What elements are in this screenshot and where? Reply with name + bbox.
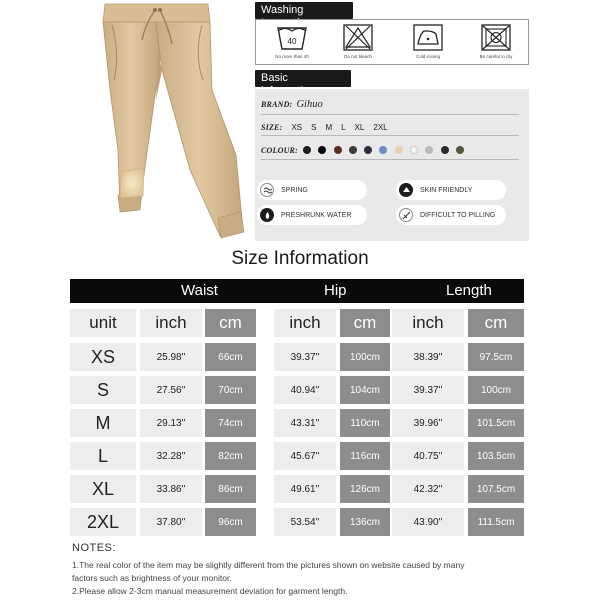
length-inch-cell: 40.75'': [392, 442, 464, 470]
table-column-header: [70, 279, 524, 303]
feature-badge: [257, 180, 367, 200]
length-cm-cell: 100cm: [468, 376, 524, 404]
preshrunk-water-icon: [260, 208, 274, 222]
colour-swatch: [441, 146, 449, 154]
colour-swatch: [334, 146, 342, 154]
table-row: [70, 343, 524, 371]
product-image: [60, 0, 250, 245]
size-cell: M: [70, 409, 136, 437]
skin-friendly-icon: [399, 183, 413, 197]
jogger-pants-illustration: [60, 0, 250, 245]
size-option: 2XL: [373, 122, 388, 132]
feature-label: SPRING: [281, 186, 308, 194]
hip-cm-cell: 126cm: [340, 475, 390, 503]
hip-inch-cell: 49.61'': [274, 475, 336, 503]
size-cell: L: [70, 442, 136, 470]
notes-section: [72, 542, 532, 598]
waist-cm-cell: 86cm: [205, 475, 256, 503]
size-row: [261, 119, 519, 136]
colour-swatch: [456, 146, 464, 154]
colour-swatch: [425, 146, 433, 154]
hip-cm-cell: 116cm: [340, 442, 390, 470]
length-cm-cell: 107.5cm: [468, 475, 524, 503]
note-line: factors such as brightness of your monitor.: [72, 573, 232, 583]
washing-instruction-title: Washing: [255, 2, 353, 19]
brand-label: BRAND:: [261, 100, 293, 109]
waist-inch-cell: 25.98'': [140, 343, 202, 371]
inch-label: inch: [392, 309, 464, 337]
hip-cm-cell: 136cm: [340, 508, 390, 536]
feature-badge: [257, 205, 367, 225]
hip-inch-cell: 43.31'': [274, 409, 336, 437]
colour-swatch: [379, 146, 387, 154]
colour-swatch: [318, 146, 326, 154]
size-cell: S: [70, 376, 136, 404]
notes-title: NOTES:: [72, 542, 116, 554]
note-line: 1.The real color of the item may be slightly different from the pictures shown on website caused by many: [72, 560, 465, 570]
wash-caption: Do not bleach: [344, 54, 372, 59]
size-label: SIZE:: [261, 122, 283, 132]
feature-label: SKIN FRIENDLY: [420, 186, 473, 194]
waist-inch-cell: 29.13'': [140, 409, 202, 437]
wash-caption: No more than 40: [275, 54, 309, 59]
size-cell: 2XL: [70, 508, 136, 536]
length-cm-cell: 97.5cm: [468, 343, 524, 371]
cm-label: cm: [340, 309, 390, 337]
size-information-title: Size Information: [231, 248, 369, 269]
size-option: L: [341, 122, 346, 132]
table-row: [70, 376, 524, 404]
basic-information-panel: [255, 89, 529, 241]
brand-value: Gihuo: [296, 99, 323, 110]
colour-swatch: [349, 146, 357, 154]
length-inch-cell: 43.90'': [392, 508, 464, 536]
size-option: XL: [354, 122, 365, 132]
spring-icon: [260, 183, 274, 197]
length-cm-cell: 101.5cm: [468, 409, 524, 437]
size-cell: XS: [70, 343, 136, 371]
wash-item: [466, 22, 526, 66]
cm-label: cm: [205, 309, 256, 337]
waist-inch-cell: 33.86'': [140, 475, 202, 503]
wash-40-icon: [275, 22, 309, 52]
waist-inch-cell: 27.56'': [140, 376, 202, 404]
waist-cm-cell: 74cm: [205, 409, 256, 437]
waist-inch-cell: 37.80'': [140, 508, 202, 536]
length-inch-cell: 39.37'': [392, 376, 464, 404]
length-cm-cell: 103.5cm: [468, 442, 524, 470]
length-inch-cell: 42.32'': [392, 475, 464, 503]
hip-cm-cell: 100cm: [340, 343, 390, 371]
colour-swatch: [410, 146, 418, 154]
table-unit-row: [70, 309, 524, 337]
feature-label: DIFFICULT TO PILLING: [420, 211, 496, 219]
hip-inch-cell: 45.67'': [274, 442, 336, 470]
colour-swatch: [303, 146, 311, 154]
careful-dry-icon: [479, 22, 513, 52]
inch-label: inch: [274, 309, 336, 337]
colour-label: COLOUR:: [261, 145, 298, 155]
column-waist: Waist: [181, 282, 218, 299]
wash-temperature: 40: [287, 37, 297, 46]
wash-caption: Be careful to dry: [479, 54, 513, 59]
table-row: [70, 475, 524, 503]
wash-item: [328, 22, 388, 66]
waist-inch-cell: 32.28'': [140, 442, 202, 470]
cm-label: cm: [468, 309, 524, 337]
unit-label: unit: [70, 309, 136, 337]
table-row: [70, 508, 524, 536]
waist-cm-cell: 66cm: [205, 343, 256, 371]
wash-item: [262, 22, 322, 66]
cold-ironing-icon: [411, 22, 445, 52]
washing-icons-row: [255, 19, 529, 65]
feature-badge: [396, 205, 506, 225]
colour-row: [261, 141, 519, 160]
hip-inch-cell: 40.94'': [274, 376, 336, 404]
colour-swatch: [364, 146, 372, 154]
column-hip: Hip: [324, 282, 347, 299]
brand-row: [261, 95, 519, 115]
wash-item: [398, 22, 458, 66]
do-not-bleach-icon: [341, 22, 375, 52]
size-option: XS: [291, 122, 303, 132]
size-option: M: [325, 122, 333, 132]
size-cell: XL: [70, 475, 136, 503]
size-option: S: [311, 122, 317, 132]
length-inch-cell: 38.39'': [392, 343, 464, 371]
length-cm-cell: 111.5cm: [468, 508, 524, 536]
note-line: 2.Please allow 2-3cm manual measurement deviation for garment length.: [72, 586, 348, 596]
pilling-icon: [399, 208, 413, 222]
table-row: [70, 409, 524, 437]
waist-cm-cell: 70cm: [205, 376, 256, 404]
inch-label: inch: [140, 309, 202, 337]
feature-badge: [396, 180, 506, 200]
table-row: [70, 442, 524, 470]
hip-cm-cell: 104cm: [340, 376, 390, 404]
feature-label: PRESHRUNK WATER: [281, 211, 352, 219]
hip-inch-cell: 39.37'': [274, 343, 336, 371]
basic-information-title: Basic: [255, 70, 351, 87]
waist-cm-cell: 96cm: [205, 508, 256, 536]
hip-inch-cell: 53.54'': [274, 508, 336, 536]
hip-cm-cell: 110cm: [340, 409, 390, 437]
colour-swatch: [395, 146, 403, 154]
waist-cm-cell: 82cm: [205, 442, 256, 470]
length-inch-cell: 39.96'': [392, 409, 464, 437]
column-length: Length: [446, 282, 492, 299]
wash-caption: Cold ironing: [415, 54, 440, 59]
